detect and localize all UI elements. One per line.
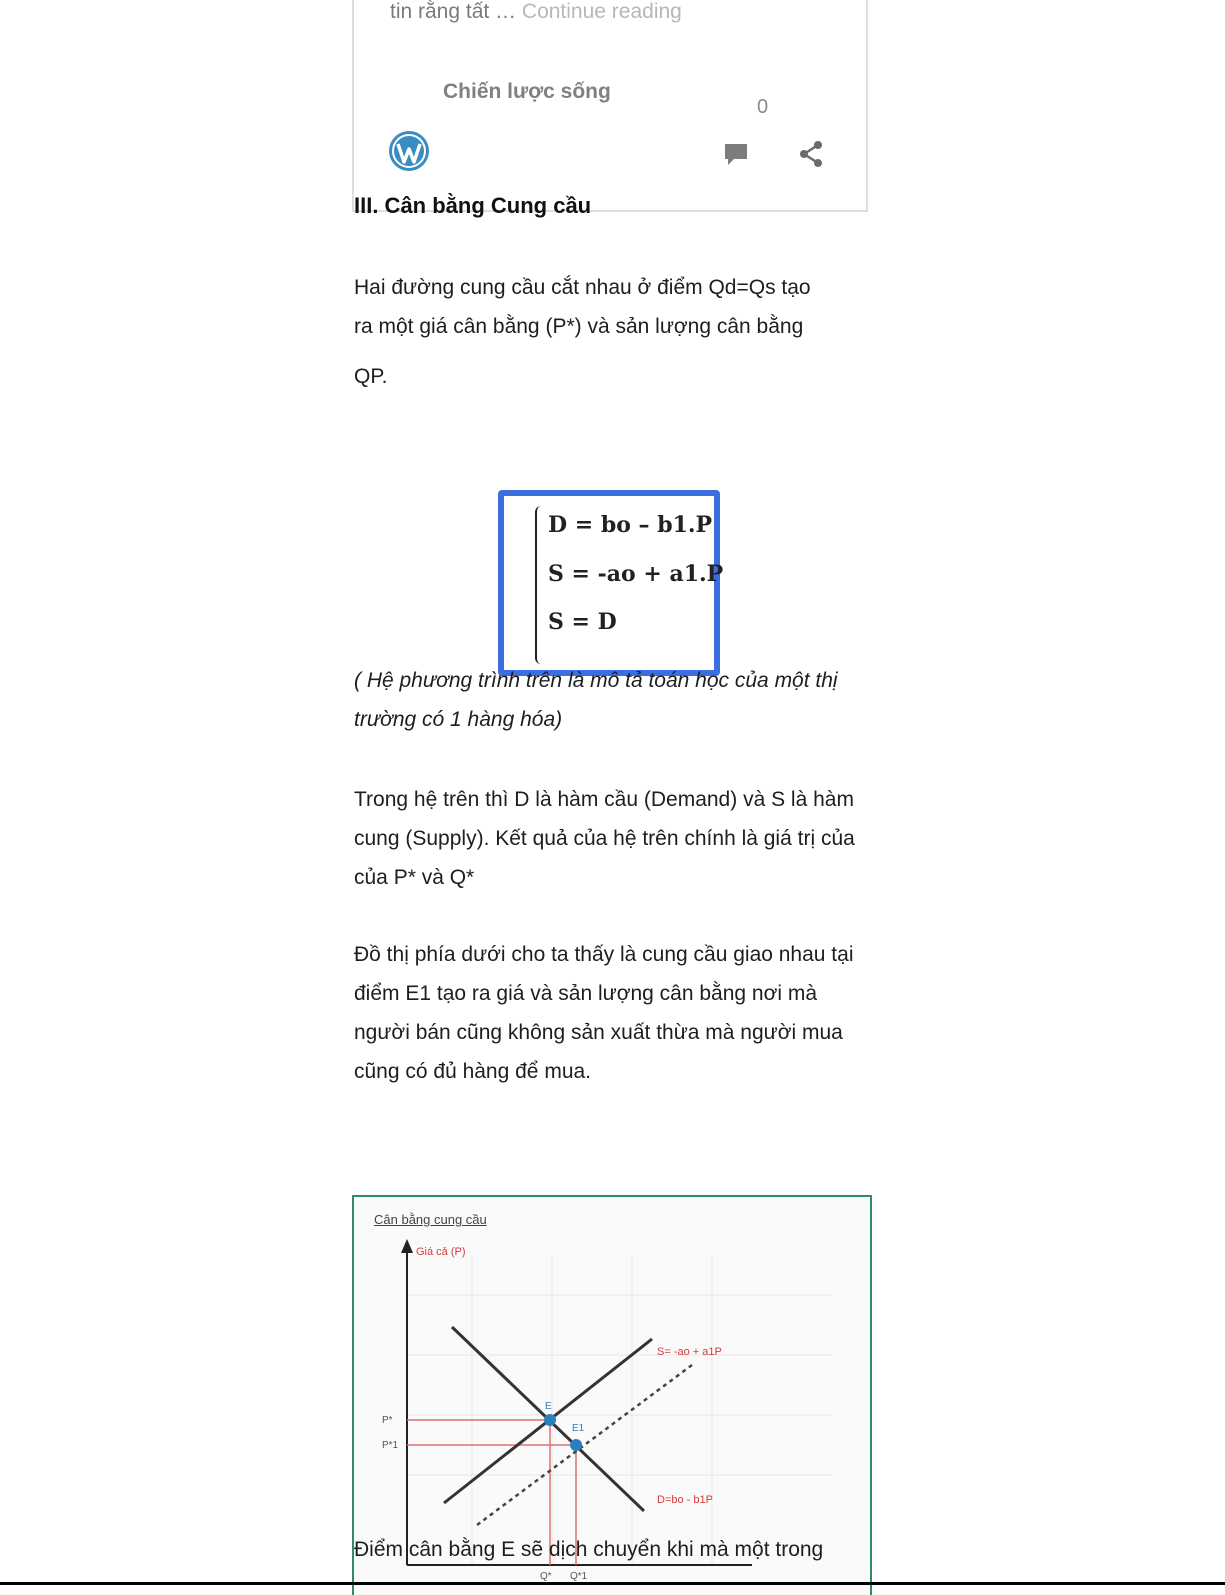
equation-supply: S = -ao + a1.P [548,561,724,587]
comment-icon[interactable] [722,140,750,168]
paragraph-line: ra một giá cân bằng (P*) và sản lượng cân bằng [354,315,804,338]
tick-q1: Q*1 [570,1571,588,1582]
paragraph-line: Hai đường cung cầu cắt nhau ở điểm Qd=Qs tạo [354,276,811,299]
paragraph-intro [354,268,874,346]
equation-equilibrium: S = D [548,609,617,635]
y-axis-label: Giá cả (P) [416,1246,466,1258]
supply-demand-graph [352,1195,872,1585]
equilibrium-point-e1 [570,1439,582,1451]
wordpress-logo-icon[interactable] [388,130,430,172]
graph-grid [407,1255,832,1565]
equilibrium-point-e [544,1414,556,1426]
tick-q-star: Q* [540,1571,552,1582]
point-e1-label: E1 [572,1423,585,1434]
paragraph-definition: Trong hệ trên thì D là hàm cầu (Demand) và S là hàm cung (Supply). Kết quả của hệ trên chính là giá trị của của P* và Q* [354,788,855,889]
comment-count: 0 [757,96,769,118]
figure-title: Cân bằng cung cầu [374,1212,487,1227]
supply-label: S= -ao + a1P [657,1346,722,1358]
paragraph-shift: Điểm cân bằng E sẽ dịch chuyển khi mà một trong [354,1538,824,1561]
related-post-card [352,0,868,212]
teaser-text: tin rằng tất … [390,0,517,23]
section-heading: III. Cân bằng Cung cầu [354,193,592,218]
continue-reading-link[interactable]: Continue reading [521,0,682,23]
demand-label: D=bo - b1P [657,1494,713,1506]
equation-brace [535,506,545,664]
equation-caption: ( Hệ phương trình trên là mô tả toán học của một thị trường có 1 hàng hóa) [354,669,838,731]
paragraph-graph-description: Đồ thị phía dưới cho ta thấy là cung cầu giao nhau tại điểm E1 tạo ra giá và sản lượng cân bằng nơi mà người bán cũng không sản xuất thừa mà người mua cũng có đủ hàng để mua. [354,943,854,1083]
y-axis-arrow [401,1239,413,1253]
post-teaser [390,0,682,24]
tick-p1: P*1 [382,1440,399,1451]
point-e-label: E [545,1401,552,1412]
tick-p-star: P* [382,1415,393,1426]
equation-demand: D = bo – b1.P [548,512,713,538]
post-category-link[interactable]: Chiến lược sống [443,80,611,103]
paragraph-line: QP. [354,365,388,388]
share-icon[interactable] [797,140,825,168]
